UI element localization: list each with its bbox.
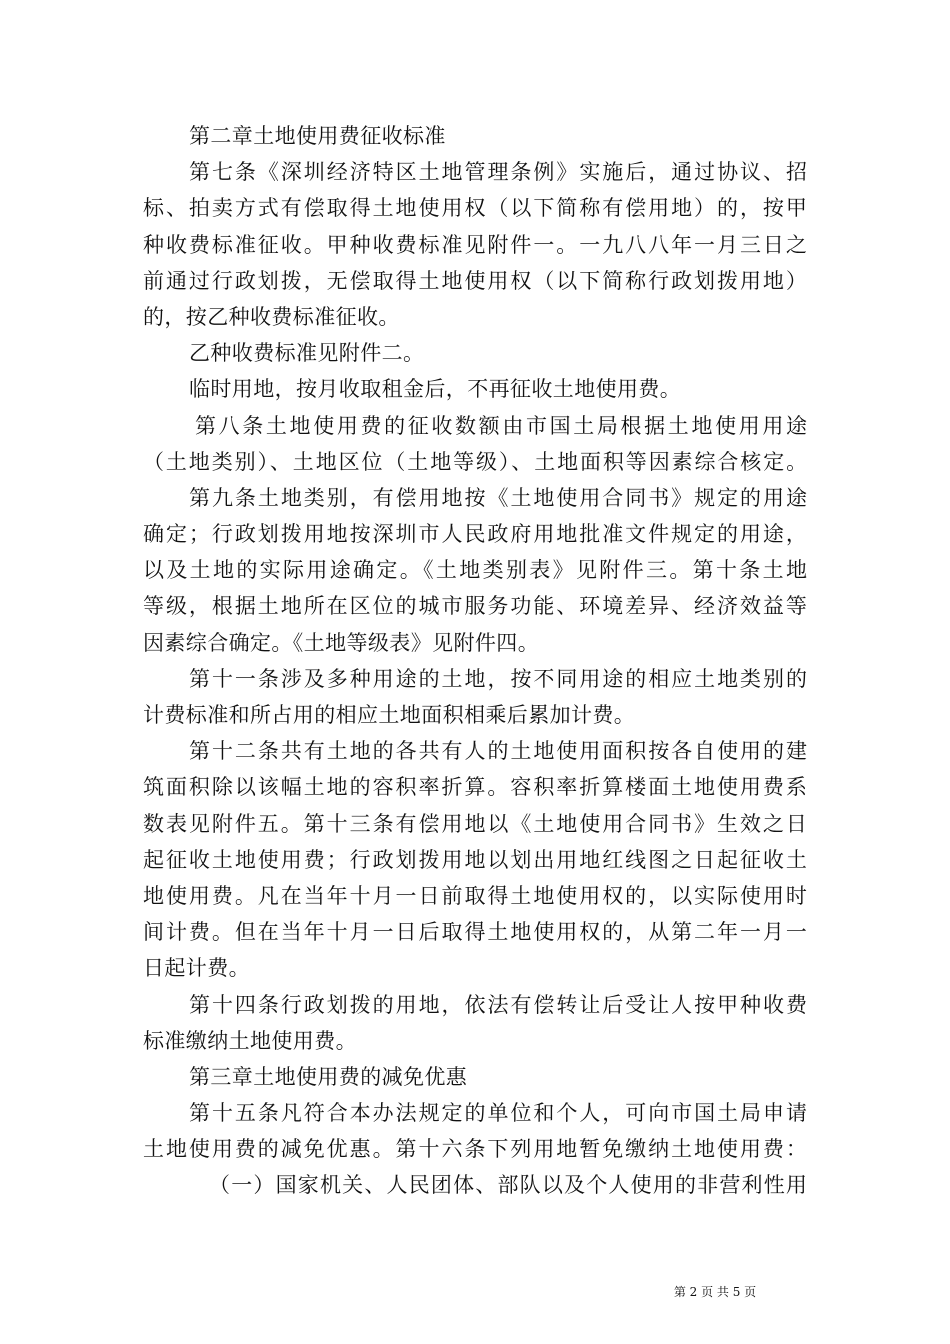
page-footer — [0, 1283, 950, 1300]
paragraph-line: （土地类别）、土地区位（土地等级）、土地面积等因素综合核定。 — [143, 449, 809, 474]
paragraph-line: 等级，根据土地所在区位的城市服务功能、环境差异、经济效益等 — [143, 594, 809, 619]
paragraph-line: 因素综合确定。《土地等级表》见附件四。 — [143, 630, 540, 655]
paragraph-line: 土地使用费的减免优惠。第十六条下列用地暂免缴纳土地使用费： — [143, 1137, 809, 1162]
chapter-heading: 第二章土地使用费征收标准 — [189, 124, 446, 148]
paragraph-line: 标准缴纳土地使用费。 — [143, 1028, 357, 1053]
paragraph-line: 第八条土地使用费的征收数额由市国土局根据土地使用用途 — [195, 413, 810, 438]
paragraph-line: 的，按乙种收费标准征收。 — [143, 304, 400, 329]
paragraph-line: 第九条土地类别，有偿用地按《土地使用合同书》规定的用途 — [189, 485, 809, 510]
paragraph-line: 数表见附件五。第十三条有偿用地以《土地使用合同书》生效之日 — [143, 811, 809, 836]
paragraph-line: 前通过行政划拨，无偿取得土地使用权（以下简称行政划拨用地） — [143, 268, 809, 293]
paragraph-line: 起征收土地使用费；行政划拨用地以划出用地红线图之日起征收土 — [143, 847, 809, 872]
paragraph-line: 第十五条凡符合本办法规定的单位和个人，可向市国土局申请 — [189, 1101, 809, 1126]
paragraph-line: 第七条《深圳经济特区土地管理条例》实施后，通过协议、招 — [189, 160, 809, 185]
paragraph-line: 以及土地的实际用途确定。《土地类别表》见附件三。第十条土地 — [143, 558, 810, 583]
paragraph-line: 间计费。但在当年十月一日后取得土地使用权的，从第二年一月一 — [143, 920, 809, 945]
document-body — [143, 118, 810, 1204]
paragraph-line: 日起计费。 — [143, 956, 250, 981]
paragraph-line: 第十四条行政划拨的用地，依法有偿转让后受让人按甲种收费 — [189, 992, 809, 1017]
paragraph-line: 临时用地，按月收取租金后，不再征收土地使用费。 — [189, 377, 682, 402]
paragraph-line: （一）国家机关、人民团体、部队以及个人使用的非营利性用 — [209, 1173, 809, 1198]
page-number: 第 2 页 共 5 页 — [673, 1285, 757, 1299]
paragraph-line: 第十二条共有土地的各共有人的土地使用面积按各自使用的建 — [189, 739, 809, 764]
paragraph-line: 第十一条涉及多种用途的土地，按不同用途的相应土地类别的 — [189, 666, 809, 691]
paragraph-line: 筑面积除以该幅土地的容积率折算。容积率折算楼面土地使用费系 — [143, 775, 809, 800]
paragraph-line: 地使用费。凡在当年十月一日前取得土地使用权的，以实际使用时 — [143, 883, 809, 908]
paragraph-line: 确定；行政划拨用地按深圳市人民政府用地批准文件规定的用途， — [143, 522, 809, 547]
paragraph-line: 种收费标准征收。甲种收费标准见附件一。一九八八年一月三日之 — [143, 232, 809, 257]
paragraph-line: 标、拍卖方式有偿取得土地使用权（以下简称有偿用地）的，按甲 — [143, 196, 809, 221]
chapter-heading: 第三章土地使用费的减免优惠 — [189, 1064, 468, 1089]
paragraph-line: 计费标准和所占用的相应土地面积相乘后累加计费。 — [143, 703, 636, 727]
paragraph-line: 乙种收费标准见附件二。 — [189, 341, 425, 366]
